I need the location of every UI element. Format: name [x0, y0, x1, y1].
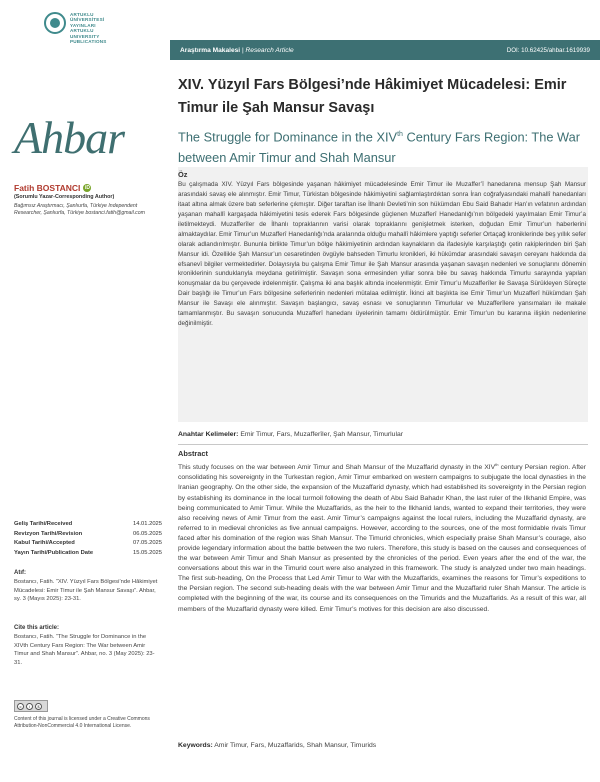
cite-tr-text: Bostancı, Fatih. “XIV. Yüzyıl Fars Bölgesi’nde Hâkimiyet Mücadelesi: Emir Timur ile Şah Mansur Savaşı”. Ahbar, sy. 3 (Mayıs 2025): 23-31. [14, 579, 158, 603]
title-english: The Struggle for Dominance in the XIVth Century Fars Region: The War between Amir Timur and Shah Mansur [178, 129, 581, 166]
oz-heading: Öz [178, 170, 188, 179]
cc-icon: c [17, 703, 24, 710]
creative-commons-badge[interactable] [14, 700, 48, 712]
publisher-name: ARTUKLU ÜNİVERSİTESİ YAYINLARI ARTUKLU UNIVERSITY PUBLICATIONS [70, 12, 107, 45]
article-type: Araştırma Makalesi | Research Article [180, 46, 294, 54]
abstract-heading: Abstract [178, 449, 208, 458]
publisher-logo [44, 12, 130, 44]
date-row-received: Geliş Tarihi/Received 14.01.2025 [14, 521, 162, 527]
license-text: Content of this journal is licensed under a Creative Commons Attribution-NonCommercial 4.0 International License. [14, 716, 150, 729]
abstract-text: This study focuses on the war between Amir Timur and Shah Mansur of the Muzaffarid dynasty in the XIVth century Persian region. After consolidating his sovereignty in the Turkestan region, Amir Timur embarked on western campaigns to subjugate the local dynasties in the Iranian geography. On the other side, the expansion of the Muzaffarid dynasty, which had established its sovereignty in the Persian region by establishing its dominance in the local turmoil following the death of Abu Said Bahadır Khan, the last ruler of the Ilkhanid Empire, was being communicated to Amir Timur. While the Muzaffarids, as the heir to the Ilkhanid lands, wanted to expand their territories, they were also receiving news of Amir Timur from the east. Amir Timur’s campaigns against the local rulers, including the Muzaffarid dynasty, are referred to in medieval chronicles as five annual campaigns. However, according to the sources, one of the most formidable rivals Timur faced after his domination of the region was Shah Mansur. The Timurid chronicles, which especially praise Shah Mansur’s courage, also provide legendary information about the battle between the two rulers. Therefore, this study is based on the causes and consequences of the war between Amir Timur and Shah Mansur as presented by the chronicles of the period. Even years after the end of the war, the conversations about this war in the Timurid court were also analyzed in this framework. The study is analyzed under two main headings. The first sub-heading, On the Process that Led Amir Timur to War with the Muzaffarids, examines the reasons for Timur’s expeditions to the Persian region. The second sub-heading deals with the war between Amir Timur and the Muzaffarid ruler Shah Mansur. The article is completed with the beginning of the war, its course and its consequences on the Timurids and the Muzaffarids. As a result of this war, all members of the Muzaffarid dynasty were killed. Emir Timur’s motives for this decision are also discussed. [178, 462, 586, 613]
cite-tr-heading: Atıf: [14, 570, 26, 576]
oz-text: Bu çalışmada XIV. Yüzyıl Fars bölgesinde yaşanan hâkimiyet mücadelesinde Emir Timur ile Muzaffer’î hanedanına mensup Şah Mansur arasındaki savaş ele alınmıştır. Emir Timur, Türkistan bölgesinde hâkimiyetini sağlamlaştırdıktan sonra İran coğrafyasındaki mahallî hanedanları itaat altına almak üzere batı seferlerine çıkmıştır. Diğer taraftan ise İlhanlı Devleti’nin son hükümdarı Ebu Said Bahadır Han’ın vefatının ardından yaşanan mahallî kargaşada hâkimiyetini tesis ederek Fars bölgesinde güçlenen Muzafferî Hanedanlığı’nın bölgedeki yayılmaları Emir Timur’a iletilmekteydi. Muzafferîler de İlhanlı topraklarının varisi olarak topraklarını genişletmek isterken, doğudan Emir Timur’un haberlerini almaktaydılar. Emir Timur’un Muzafferî Hanedanlığı’nda aralarında olduğu mahallî hâkimlere yaptığı seferler Ortaçağ kroniklerinde beş yıllık sefer olarak adlandırılmıştır. Bununla birlikte Timur’un bölge hâkimiyetinin ardından kaynakların da ifadesiyle karşılaştığı çetin rakiplerinden biri Şah Mansur idi. Özellikle Şah Mansur’un cesaretinden övgüyle bahseden Timurlu kronikleri, iki hükümdar arasındaki savaşın cereyanı hakkında da efsanevî bilgiler vermektedirler. Dolayısıyla bu çalışma Emir Timur ile Şah Mansur arasında yaşanan savaşın nedenleri ve sonuçlarını dönemin kroniklerinin sunduklarıyla meydana getirilmiştir. Savaşın sona ermesinden yıllar sonra bile bu savaş hakkında Timurlu sarayında yapılan konuşmalar da bu çerçevede irdelenmiştir. Çalışma iki ana başlık altında incelenmiştir. Emir Timur’u Muzafferîler ile Savaşa Sürükleyen Süreçte Dair başlığı ile Timur’un Fars bölgesine seferlerinin nedenleri mütalaa edilmiştir. İkinci alt başlıkta ise Emir Timur’un Muzafferî hükümdarı Şah Mansur ile Savaşı ele alınmıştır. Savaşın başlangıcı, savaş esnası ve sonuçlarının Timurlular ve Muzafferîlere yansımaları ile makale tamamlanmıştır. Bu savaşın sonucunda Muzafferî hanedanı üyelerinin tamamı öldürülmüştür. Emir Timur’un bu kararına ilişkin nedenlerine değinilmiştir. [178, 181, 586, 328]
date-row-revision: Revizyon Tarihi/Revision 06.05.2025 [14, 530, 162, 537]
article-header-band [170, 40, 600, 60]
corresponding-author-note: (Sorumlu Yazar-Corresponding Author) [14, 194, 115, 200]
journal-logo: Ahbar [14, 112, 124, 163]
date-row-publication: Yayın Tarihi/Publication Date 15.05.2025 [14, 549, 162, 556]
keywords: Keywords: Amir Timur, Fars, Muzaffarids, Shah Mansur, Timurids [178, 742, 377, 749]
author-name[interactable]: Fatih BOSTANCI iD [14, 183, 90, 193]
nc-icon: $ [35, 703, 42, 710]
doi-link[interactable]: DOI: 10.62425/ahbar.1619939 [506, 46, 590, 54]
publisher-emblem-icon [44, 12, 66, 34]
cite-en-heading: Cite this article: [14, 625, 60, 631]
by-icon: i [26, 703, 33, 710]
orcid-icon[interactable]: iD [84, 185, 90, 191]
dates-block [14, 520, 162, 558]
title-turkish: XIV. Yüzyıl Fars Bölgesi’nde Hâkimiyet Mücadelesi: Emir Timur ile Şah Mansur Savaşı [178, 77, 567, 116]
author-affiliation: Bağımsız Araştırmacı, Şanlıurfa, Türkiye Independent Researcher, Şanlıurfa, Türkiye bostanci.fatih@gmail.com [14, 203, 145, 216]
section-divider [178, 444, 588, 445]
cite-en-text: Bostancı, Fatih. “The Struggle for Dominance in the XIVth Century Fars Region: The War between Amir Timur and Shah Mansur”. Ahbar, no. 3 (May 2025): 23-31. [14, 634, 155, 666]
anahtar-kelimeler: Anahtar Kelimeler: Emir Timur, Fars, Muzafferîler, Şah Mansur, Timurlular [178, 431, 403, 438]
date-row-accepted: Kabul Tarihi/Accepted 07.05.2025 [14, 540, 162, 546]
left-column [0, 0, 170, 782]
